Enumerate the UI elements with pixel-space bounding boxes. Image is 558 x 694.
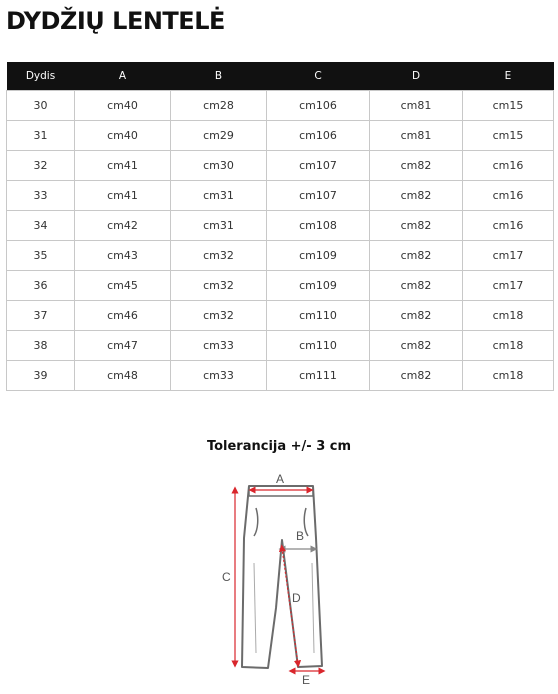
measurement-cell: cm28 [171,91,267,121]
size-cell: 31 [7,121,75,151]
measurement-cell: cm30 [171,151,267,181]
measurement-cell: cm15 [463,91,554,121]
measurement-cell: cm108 [267,211,370,241]
measurement-cell: cm110 [267,301,370,331]
measurement-cell: cm43 [75,241,171,271]
measurement-cell: cm82 [370,331,463,361]
measurement-cell: cm18 [463,361,554,391]
pants-outline-icon [242,486,322,668]
measurement-cell: cm31 [171,211,267,241]
column-header-a: A [75,62,171,91]
size-cell: 37 [7,301,75,331]
measurement-cell: cm41 [75,151,171,181]
column-header-c: C [267,62,370,91]
size-cell: 32 [7,151,75,181]
size-cell: 34 [7,211,75,241]
measurement-cell: cm16 [463,181,554,211]
measurement-cell: cm29 [171,121,267,151]
measurement-cell: cm33 [171,331,267,361]
table-row [7,121,554,151]
measurement-cell: cm33 [171,361,267,391]
column-header-d: D [370,62,463,91]
table-row [7,241,554,271]
table-row [7,271,554,301]
measurement-cell: cm107 [267,181,370,211]
size-cell: 39 [7,361,75,391]
measurement-cell: cm15 [463,121,554,151]
measurement-cell: cm40 [75,91,171,121]
measurement-cell: cm16 [463,211,554,241]
measurement-cell: cm110 [267,331,370,361]
measurement-cell: cm81 [370,91,463,121]
measurement-cell: cm32 [171,271,267,301]
size-cell: 36 [7,271,75,301]
pants-measurement-diagram [212,468,344,690]
label-d: D [292,591,301,605]
measurement-cell: cm17 [463,241,554,271]
table-row [7,181,554,211]
tolerance-note: Tolerancija +/- 3 cm [206,439,352,454]
measurement-cell: cm47 [75,331,171,361]
table-row [7,151,554,181]
measurement-cell: cm17 [463,271,554,301]
measurement-cell: cm18 [463,331,554,361]
size-cell: 35 [7,241,75,271]
column-header-e: E [463,62,554,91]
measurement-cell: cm82 [370,211,463,241]
measurement-cell: cm106 [267,121,370,151]
column-header-b: B [171,62,267,91]
measurement-cell: cm16 [463,151,554,181]
label-e: E [302,673,311,687]
page-title: DYDŽIŲ LENTELĖ [6,7,225,35]
measurement-cell: cm82 [370,151,463,181]
size-cell: 33 [7,181,75,211]
measurement-cell: cm107 [267,151,370,181]
measurement-cell: cm32 [171,241,267,271]
measurement-cell: cm40 [75,121,171,151]
measurement-cell: cm31 [171,181,267,211]
table-header-row [7,62,554,91]
measurement-cell: cm32 [171,301,267,331]
measurement-cell: cm81 [370,121,463,151]
measurement-cell: cm82 [370,361,463,391]
label-c: C [222,570,231,584]
measurement-cell: cm48 [75,361,171,391]
measurement-cell: cm82 [370,241,463,271]
measurement-cell: cm106 [267,91,370,121]
table-row [7,331,554,361]
size-table [6,62,554,391]
measurement-cell: cm111 [267,361,370,391]
measurement-cell: cm82 [370,301,463,331]
measurement-cell: cm109 [267,271,370,301]
measurement-cell: cm82 [370,181,463,211]
measurement-cell: cm45 [75,271,171,301]
measurement-cell: cm41 [75,181,171,211]
table-row [7,91,554,121]
label-a: A [276,472,285,486]
table-row [7,361,554,391]
size-cell: 30 [7,91,75,121]
size-cell: 38 [7,331,75,361]
measurement-cell: cm109 [267,241,370,271]
table-row [7,211,554,241]
label-b: B [296,529,305,543]
table-row [7,301,554,331]
measurement-cell: cm42 [75,211,171,241]
measurement-cell: cm18 [463,301,554,331]
measurement-cell: cm46 [75,301,171,331]
column-header-size: Dydis [7,62,75,91]
measurement-cell: cm82 [370,271,463,301]
